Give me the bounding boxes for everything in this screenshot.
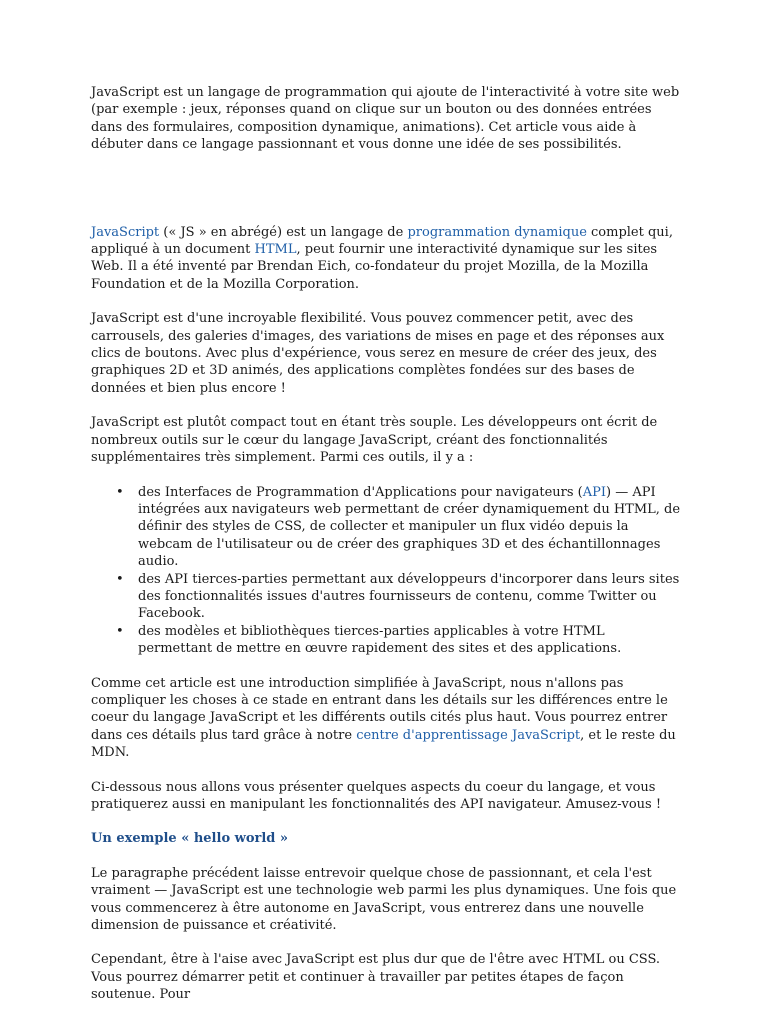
html-link[interactable]: HTML [254, 242, 297, 258]
list-item [138, 484, 681, 571]
programmation-dynamique-link[interactable]: programmation dynamique [407, 224, 587, 240]
intro-paragraph: JavaScript est un langage de programmation qui ajoute de l'interactivité à votre site web (par exemple : jeux, réponses quand on clique sur un bouton ou des données entrées dans des formulaires, composition dynamique, animations). Cet article vous aide à débuter dans ce langage passionnant et vous donne une idée de ses possibilités. [91, 85, 680, 153]
tools-list [91, 484, 681, 658]
text-span: , et le reste du MDN. [91, 727, 676, 761]
javascript-definition-paragraph [91, 224, 681, 294]
javascript-link[interactable]: JavaScript [91, 224, 160, 240]
text-span: Comme cet article est une introduction simplifiée à JavaScript, nous n'allons pas compliquer les choses à ce stade en entrant dans les détails sur les différences entre le coeur du langage JavaScript et les différents outils cités plus haut. Vous pourrez entrer dans ces détails plus tard grâce à notre [91, 675, 668, 743]
difficulty-paragraph: Cependant, être à l'aise avec JavaScript est plus dur que de l'être avec HTML ou CSS. Vous pourrez démarrer petit et continuer à travailler par petites étapes de façon soutenue. Pour [91, 952, 661, 1003]
tools-paragraph: JavaScript est plutôt compact tout en étant très souple. Les développeurs ont écrit de nombreux outils sur le cœur du langage JavaScript, créant des fonctionnalités supplémentaires très simplement. Parmi ces outils, il y a : [91, 415, 658, 466]
text-span: (« JS » en abrégé) est un langage de [159, 224, 408, 240]
text-span: ) — API intégrées aux navigateurs web permettant de créer dynamiquement du HTML, de définir des styles de CSS, de collecter et manipuler un flux vidéo depuis la webcam de l'utilisateur ou de créer des graphiques 3D et des échantillonnages audio. [138, 484, 681, 570]
text-span: , peut fournir une interactivité dynamique sur les sites Web. Il a été inventé par Brendan Eich, co-fondateur du projet Mozilla, de la Mozilla Foundation et de la Mozilla Corporation. [91, 242, 658, 292]
text-span: complet qui, appliqué à un document [91, 224, 673, 258]
centre-apprentissage-link[interactable]: centre d'apprentissage JavaScript [356, 727, 581, 743]
below-paragraph: Ci-dessous nous allons vous présenter quelques aspects du coeur du langage, et vous pratiquerez aussi en manipulant les fonctionnalités des API navigateur. Amusez-vous ! [91, 779, 662, 812]
introduction-paragraph [91, 675, 681, 762]
list-item: • des API tierces-parties permettant aux développeurs d'incorporer dans leurs sites des fonctionnalités issues d'autres fournisseurs de contenu, comme Twitter ou Facebook. [138, 571, 681, 623]
flexibility-paragraph: JavaScript est d'une incroyable flexibilité. Vous pouvez commencer petit, avec des carrousels, des galeries d'images, des variations de mises en page et des réponses aux clics de boutons. Avec plus d'expérience, vous serez en mesure de créer des jeux, des graphiques 2D et 3D animés, des applications complètes fondées sur des bases de données et bien plus encore ! [91, 311, 665, 396]
text-span: des Interfaces de Programmation d'Applications pour navigateurs ( [138, 484, 583, 500]
list-item: • des modèles et bibliothèques tierces-parties applicables à votre HTML permettant de mettre en œuvre rapidement des sites et des applications. [138, 623, 681, 658]
dynamic-tech-paragraph: Le paragraphe précédent laisse entrevoir quelque chose de passionnant, et cela l'est vraiment — JavaScript est une technologie web parmi les plus dynamiques. Une fois que vous commencerez à être autonome en JavaScript, vous entrerez dans une nouvelle dimension de puissance et créativité. [91, 865, 677, 934]
api-link[interactable]: API [582, 484, 607, 500]
document-page [91, 84, 681, 1004]
hello-world-heading: Un exemple « hello world » [91, 831, 289, 847]
